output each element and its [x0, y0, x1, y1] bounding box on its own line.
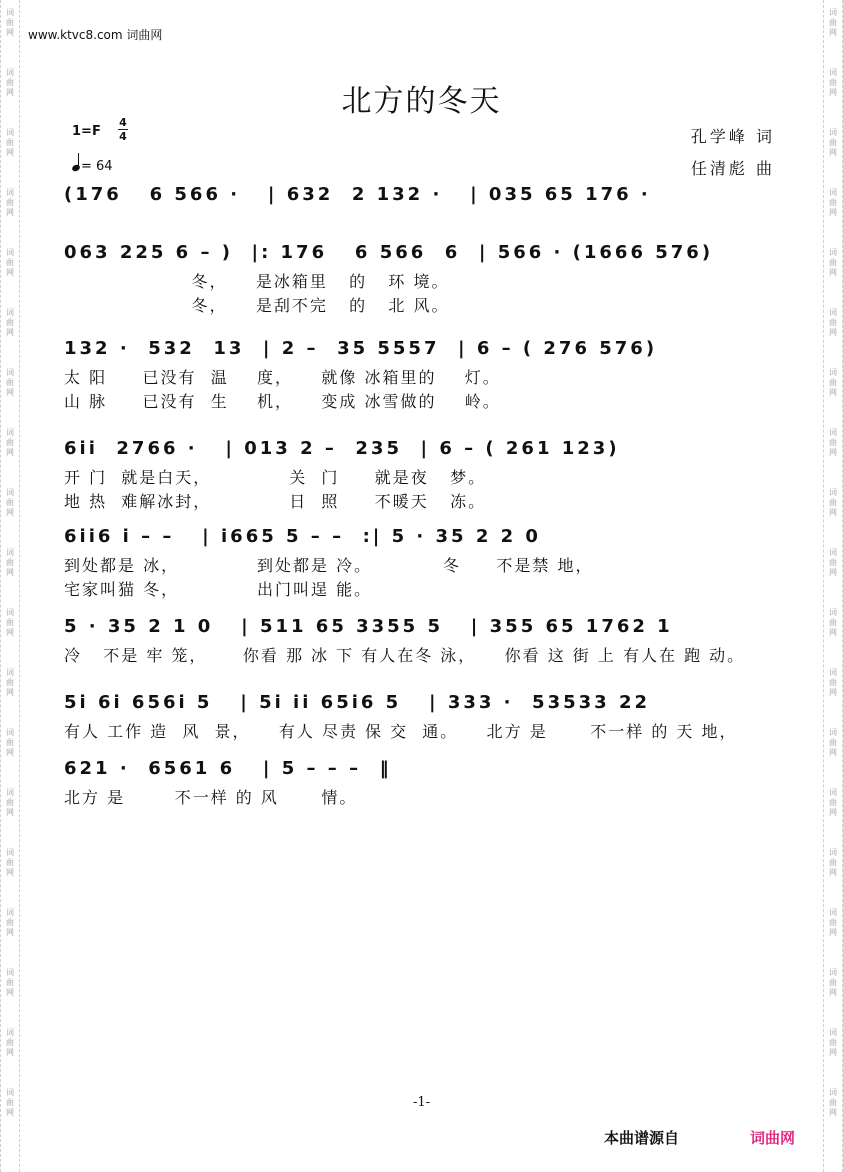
watermark-side-left	[0, 0, 20, 1172]
page-number: -1-	[412, 1095, 431, 1110]
notation-line: 6ii 2766 · | 013 2 – 235 | 6 – ( 261 123)	[64, 438, 620, 459]
quarter-note-icon	[71, 164, 81, 173]
watermark-glyph-group: 词 曲 网	[829, 788, 837, 817]
score-row	[64, 432, 776, 514]
watermark-glyph-group: 词 曲 网	[829, 908, 837, 937]
time-signature	[118, 116, 128, 143]
watermark-glyph-group: 词 曲 网	[6, 668, 14, 697]
watermark-glyph-group: 词 曲 网	[829, 488, 837, 517]
watermark-glyph-group: 词 曲 网	[829, 548, 837, 577]
watermark-glyph-group: 词 曲 网	[829, 308, 837, 337]
watermark-glyph-group: 词 曲 网	[829, 608, 837, 637]
lyric-verse-2: 冬， 是刮不完 的 北 风。	[64, 296, 450, 315]
watermark-glyph-group: 词 曲 网	[6, 128, 14, 157]
watermark-glyph-group: 词 曲 网	[6, 968, 14, 997]
lyricist-credit: 孔学峰 词	[690, 127, 775, 146]
site-url: www.ktvc8.com 词曲网	[28, 28, 163, 42]
notation-line: (176 6 566 · | 632 2 132 · | 035 65 176 ·	[64, 184, 651, 205]
notation-line: 5 · 35 2 1 0 | 511 65 3355 5 | 355 65 1762 1	[64, 616, 673, 637]
watermark-glyph-group: 词 曲 网	[829, 248, 837, 277]
lyric-verse-1: 开 门 就是白天， 关 门 就是夜 梦。	[64, 468, 487, 487]
notation-line: 063 225 6 – ) |: 176 6 566 6 | 566 · (1666 576)	[64, 242, 714, 263]
lyric-verse-1: 有人 工作 造 风 景， 有人 尽责 保 交 通。 北方 是 不一样 的 天 地，	[64, 722, 738, 741]
notation-line: 132 · 532 13 | 2 – 35 5557 | 6 – ( 276 576)	[64, 338, 658, 359]
watermark-glyph-group: 词 曲 网	[6, 368, 14, 397]
source-site[interactable]: 词曲网	[750, 1129, 796, 1147]
tempo-marking	[72, 156, 113, 174]
watermark-glyph-group: 词 曲 网	[829, 428, 837, 457]
lyric-verse-1: 到处都是 冰， 到处都是 冷。 冬 不是禁 地，	[64, 556, 594, 575]
watermark-glyph-group: 词 曲 网	[6, 728, 14, 757]
score-row	[64, 752, 776, 810]
lyric-verse-1: 太 阳 已没有 温 度， 就像 冰箱里的 灯。	[64, 368, 501, 387]
watermark-glyph-group: 词 曲 网	[6, 68, 14, 97]
time-denominator: 4	[119, 130, 127, 143]
song-title: 北方的冬天	[341, 84, 502, 119]
notation-line: 6ii6 i – – | i665 5 – – :| 5 · 35 2 2 0	[64, 526, 541, 547]
watermark-glyph-group: 词 曲 网	[829, 1088, 837, 1117]
watermark-glyph-group: 词 曲 网	[829, 668, 837, 697]
watermark-glyph-group: 词 曲 网	[829, 728, 837, 757]
watermark-glyph-group: 词 曲 网	[829, 1028, 837, 1057]
lyric-verse-1: 冬， 是冰箱里 的 环 境。	[64, 272, 450, 291]
watermark-glyph-group: 词 曲 网	[829, 968, 837, 997]
score-row	[64, 332, 776, 414]
lyric-verse-2: 山 脉 已没有 生 机， 变成 冰雪做的 岭。	[64, 392, 501, 411]
watermark-glyph-group: 词 曲 网	[6, 428, 14, 457]
watermark-glyph-group: 词 曲 网	[6, 488, 14, 517]
score-row	[64, 520, 776, 602]
watermark-glyph-group: 词 曲 网	[6, 188, 14, 217]
watermark-side-right	[823, 0, 843, 1172]
composer-credit: 任清彪 曲	[690, 159, 775, 178]
lyric-verse-2: 地 热 难解冰封， 日 照 不暖天 冻。	[64, 492, 487, 511]
watermark-glyph-group: 词 曲 网	[829, 8, 837, 37]
watermark-glyph-group: 词 曲 网	[6, 1088, 14, 1117]
score-row	[64, 610, 776, 668]
watermark-glyph-group: 词 曲 网	[829, 68, 837, 97]
lyric-verse-1: 冷 不是 牢 笼， 你看 那 冰 下 有人在冬 泳， 你看 这 街 上 有人在 跑 动。	[64, 646, 746, 665]
notation-line: 5i 6i 656i 5 | 5i ii 65i6 5 | 333 · 53533 22	[64, 692, 650, 713]
lyric-verse-1: 北方 是 不一样 的 风 情。	[64, 788, 358, 807]
score-row	[64, 178, 776, 212]
time-numerator: 4	[119, 116, 127, 129]
notation-line: 621 · 6561 6 | 5 – – – ‖	[64, 758, 392, 779]
watermark-glyph-group: 词 曲 网	[6, 788, 14, 817]
source-label: 本曲谱源自	[604, 1129, 680, 1147]
watermark-glyph-group: 词 曲 网	[6, 248, 14, 277]
watermark-glyph-group: 词 曲 网	[6, 8, 14, 37]
watermark-glyph-group: 词 曲 网	[6, 1028, 14, 1057]
watermark-glyph-group: 词 曲 网	[829, 368, 837, 397]
tempo-value: = 64	[81, 159, 113, 174]
score-row	[64, 686, 776, 744]
watermark-glyph-group: 词 曲 网	[6, 908, 14, 937]
watermark-glyph-group: 词 曲 网	[6, 308, 14, 337]
key-signature: 1=F	[72, 124, 101, 139]
watermark-glyph-group: 词 曲 网	[829, 188, 837, 217]
lyric-verse-2: 宅家叫猫 冬， 出门叫逞 能。	[64, 580, 373, 599]
watermark-glyph-group: 词 曲 网	[6, 548, 14, 577]
score-row	[64, 236, 776, 318]
watermark-glyph-group: 词 曲 网	[829, 128, 837, 157]
watermark-glyph-group: 词 曲 网	[829, 848, 837, 877]
watermark-glyph-group: 词 曲 网	[6, 848, 14, 877]
watermark-glyph-group: 词 曲 网	[6, 608, 14, 637]
